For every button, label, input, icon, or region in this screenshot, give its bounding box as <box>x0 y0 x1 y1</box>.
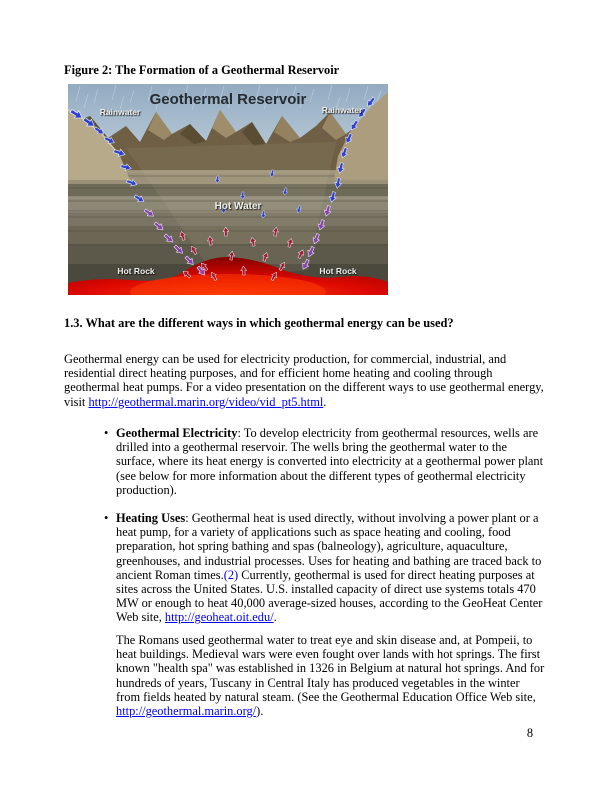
label-rainwater-left: Rainwater <box>99 107 141 117</box>
bullet-text: : To develop electricity from geothermal resources, wells are drilled into a geothermal reservoir. The wells bring the geothermal water to the surface, where its heat energy is converted into electricity at a geothermal power plant (see below for more information about the different types of geothermal electricity production). <box>116 426 544 497</box>
citation-2-link[interactable]: (2) <box>223 567 239 582</box>
geothermal-reservoir-diagram <box>68 84 388 295</box>
bullet-term: Heating Uses <box>116 511 186 525</box>
label-hot-rock-right: Hot Rock <box>319 266 357 276</box>
bullet-text: . <box>273 610 277 625</box>
section-heading: 1.3. What are the different ways in which geothermal energy can be used? <box>64 316 454 330</box>
bullet-heating-uses <box>103 511 546 625</box>
label-rainwater-right: Rainwater <box>321 105 363 115</box>
romans-text: The Romans used geothermal water to treat eye and skin disease and, at Pompeii, to heat buildings. Medieval wars were even fought over lands with hot springs. The first known "health spa" was established in 1326 in Belgium at natural hot springs. And for hundreds of years, Tuscany in Central Italy has produced vegetables in the winter from fields heated by natural steam. (See the Geothermal Education Office Web site, <box>116 633 545 704</box>
bullet-geothermal-electricity <box>103 426 546 497</box>
geoheat-link[interactable]: http://geoheat.oit.edu/ <box>164 610 274 625</box>
bullet-text: Currently, geothermal is used for direct heating purposes at sites across the United States. U.S. installed capacity of direct use systems totals 470 MW or enough to heat 40,000 average-sized houses, according to the GeoHeat Center Web site, <box>116 567 543 625</box>
bullet-marker: • <box>104 511 109 525</box>
intro-text: Geothermal energy can be used for electricity production, for commercial, industrial, and residential direct heating purposes, and for efficient home heating and cooling through geothermal heat pumps. For a video presentation on the different ways to use geothermal energy, visit <box>64 352 544 409</box>
bullet-marker: • <box>104 426 109 440</box>
bullet-term: Geothermal Electricity <box>116 426 238 440</box>
intro-paragraph <box>64 352 545 409</box>
intro-after-link: . <box>323 394 327 409</box>
page-number: 8 <box>526 726 534 740</box>
romans-after-link: ). <box>256 704 264 719</box>
label-hot-rock-left: Hot Rock <box>117 266 155 276</box>
figure-caption: Figure 2: The Formation of a Geothermal Reservoir <box>64 63 340 77</box>
figure-image <box>68 84 388 295</box>
bullet-text: : Geothermal heat is used directly, without involving a power plant or a heat pump, for a variety of applications such as space heating and cooling, food preparation, hot spring bathing and spas (balneology), agriculture, aquaculture, greenhouses, and industrial processes. Uses for heating and bathing are traced back to ancient Roman times. <box>116 511 542 582</box>
video-link[interactable]: http://geothermal.marin.org/video/vid_pt5.html <box>88 394 324 409</box>
label-hot-water: Hot Water <box>214 201 262 212</box>
romans-paragraph <box>116 633 546 718</box>
figure-title: Geothermal Reservoir <box>149 91 307 108</box>
geothermal-marin-link[interactable]: http://geothermal.marin.org/ <box>116 704 257 719</box>
